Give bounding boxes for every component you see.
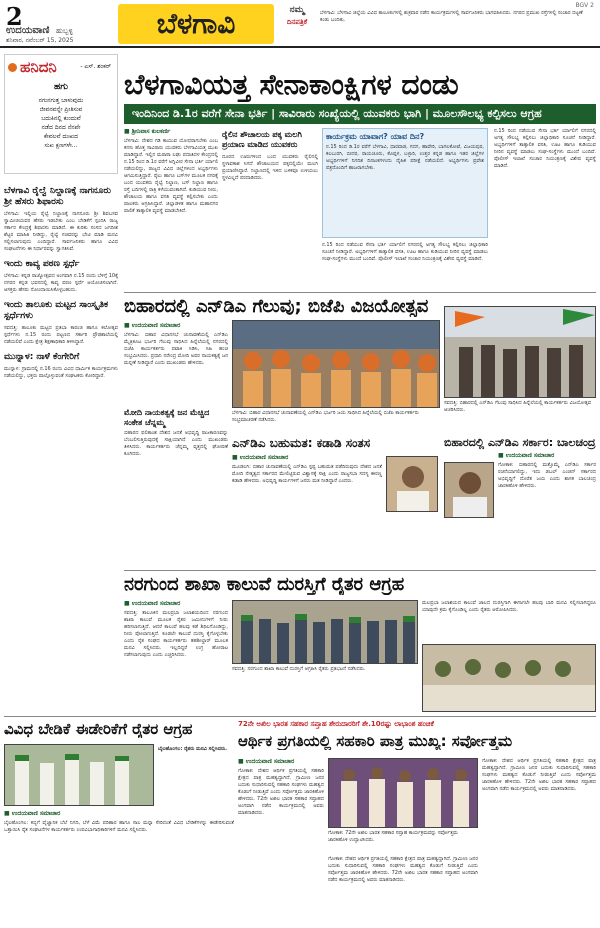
nargund-meeting-photo bbox=[422, 644, 596, 712]
poem-line: ನಡೆದ ದಿನದ ನೆನಪೇ bbox=[41, 124, 81, 131]
nargund-photo-caption: ಸವದತ್ತಿ: ನರಗುಂದ ಶಾಖಾ ಕಾಲುವೆ ದುರಸ್ತಿಗೆ ಆಗ್ರಹಿಸಿ ರೈತರು ಪ್ರತಿಭಟನೆ ನಡೆಸಿದರು. bbox=[232, 666, 366, 672]
hanidani-box bbox=[4, 54, 118, 174]
lead-body bbox=[124, 128, 218, 288]
balachandra-body bbox=[498, 452, 596, 564]
bihar-headline: ಬಿಹಾರದಲ್ಲಿ ಎನ್‌ಡಿಎ ಗೆಲುವು; ಬಿಜೆಪಿ ವಿಜಯೋತ್ಸವ bbox=[124, 296, 429, 317]
cooperative-right-column: ಗೋಕಾಕ: ದೇಶದ ಆರ್ಥಿಕ ಪ್ರಗತಿಯಲ್ಲಿ ಸಹಕಾರಿ ಕ್ಷೇತ್ರದ ಪಾತ್ರ ಮಹತ್ವದ್ದಾಗಿದೆ. ಗ್ರಾಮೀಣ ಜನರ ಬದುಕು ಸುಧಾರಿಸುವಲ್ಲಿ ಸಹಕಾರಿ ಸಂಘಗಳು ಮಹತ್ವದ ಕೊಡುಗೆ ನೀಡುತ್ತಿವೆ ಎಂದು ಸರ್ವೋತ್ತಮ ಜಾರಕಿಹೊಳಿ ಹೇಳಿದರು. 72ನೇ ಅಖಿಲ ಭಾರತ ಸಹಕಾರ ಸಪ್ತಾಹದ ಅಂಗವಾಗಿ ನಡೆದ ಕಾರ್ಯಕ್ರಮದಲ್ಲಿ ಅವರು ಮಾತನಾಡಿದರು. bbox=[482, 758, 596, 792]
lead-info-box bbox=[322, 128, 488, 238]
lead-headline: ಬೆಳಗಾವಿಯತ್ತ ಸೇನಾಕಾಂಕ್ಷಿಗಳ ದಂಡು bbox=[124, 68, 459, 101]
side-story-text: ಮುನ್ನಾಳ: ಗ್ರಾಮದಲ್ಲಿ ನ.16 ರಂದು ವಿವಿಧ ಧಾರ್ಮಿಕ ಕಾರ್ಯಕ್ರಮಗಳು ನಡೆಯಲಿದ್ದು, ಭಕ್ತರು ಪಾಲ್ಗೊಳ್ಳುವಂತೆ ಸಂಘಟಕರು ಕೋರಿದ್ದಾರೆ. bbox=[4, 366, 118, 379]
lead-right-column: ನ.15 ರಿಂದ ನಡೆಯುವ ಸೇನಾ ಭರ್ತಿ ರ್ಯಾಲಿಗೆ ನಗರದಲ್ಲಿ ಅಗತ್ಯ ಸೌಲಭ್ಯ ಕಲ್ಪಿಸಲು ಜಿಲ್ಲಾಧಿಕಾರಿ ಸೂಚನೆ ನೀಡಿದ್ದಾರೆ. ಅಭ್ಯರ್ಥಿಗಳಿಗೆ ತಾತ್ಕಾಲಿಕ ವಸತಿ, ಊಟ ಹಾಗೂ ಕುಡಿಯುವ ನೀರಿನ ವ್ಯವಸ್ಥೆ ಮಾಡಲು ಸಂಘ-ಸಂಸ್ಥೆಗಳು ಮುಂದೆ ಬಂದಿವೆ. ಪೊಲೀಸ್ ಇಲಾಖೆ ಸಂಚಾರ ನಿಯಂತ್ರಣಕ್ಕೆ ವಿಶೇಷ ವ್ಯವಸ್ಥೆ ಮಾಡಿದೆ. bbox=[494, 128, 596, 169]
tagline-bottom: ದಿನಪತ್ರಿಕೆ bbox=[286, 18, 308, 26]
page-number: 2 bbox=[6, 2, 23, 31]
issue-date: ಶನಿವಾರ, ನವೆಂಬರ್ 15, 2025 bbox=[6, 37, 74, 44]
section-divider bbox=[124, 570, 596, 571]
bihar-celebration-photo bbox=[232, 320, 440, 408]
paper-name-text: ಉದಯವಾಣಿ bbox=[6, 25, 50, 36]
lead-byline: ■ ಶ್ರೀನಿವಾಸ ಕುಲಕರ್ಣಿ bbox=[124, 128, 171, 135]
bihar-subhead: ಮೋದಿ ನಾಯಕತ್ವಕ್ಕೆ ಜನ ಮೆಚ್ಚಿದ ಸಂಕೇತ ಚೆನ್ನಮ್ಮ bbox=[124, 408, 210, 427]
side-story-text: ಸವದತ್ತಿ: ತಾಲೂಕು ಮಟ್ಟದ ಪ್ರತಿಭಾ ಕಾರಂಜಿ ಹಾಗೂ ಕಲೋತ್ಸವ ಸ್ಪರ್ಧೆಗಳು ನ.15 ರಂದು ಪಟ್ಟಣದ ಸರ್ಕಾರಿ ಪ್ರೌಢಶಾಲೆಯಲ್ಲಿ ನಡೆಯಲಿವೆ ಎಂದು ಕ್ಷೇತ್ರ ಶಿಕ್ಷಣಾಧಿಕಾರಿ ತಿಳಿಸಿದ್ದಾರೆ. bbox=[4, 325, 118, 345]
rally-photo-image bbox=[445, 307, 596, 398]
left-column bbox=[4, 180, 118, 380]
cooperative-photo-image bbox=[329, 759, 478, 828]
bihar-byline: ■ ಉದಯವಾಣಿ ಸಮಾಚಾರ bbox=[124, 322, 181, 329]
nargund-byline: ■ ಉದಯವಾಣಿ ಸಮಾಚಾರ bbox=[124, 600, 181, 607]
city-name: ಬೆಳಗಾವಿ bbox=[118, 4, 274, 44]
cooperative-headline: ಆರ್ಥಿಕ ಪ್ರಗತಿಯಲ್ಲಿ ಸಹಕಾರಿ ಪಾತ್ರ ಮುಖ್ಯ: ಸರ್ವೋತ್ತಮ bbox=[238, 732, 513, 750]
edition-label: BGV 2 bbox=[575, 2, 594, 9]
side-story-text: ಬೆಳಗಾವಿ: ಕನ್ನಡ ರಾಜ್ಯೋತ್ಸವದ ಅಂಗವಾಗಿ ನ.15 ರಂದು ಬೆಳಿಗ್ಗೆ 10ಕ್ಕೆ ನಗರದ ಕನ್ನಡ ಭವನದಲ್ಲಿ ಕಾವ್ಯ ಪಠಣ ಸ್ಪರ್ಧೆ ಆಯೋಜಿಸಲಾಗಿದೆ. ಆಸಕ್ತರು ಹೆಸರು ನೋಂದಾಯಿಸಿಕೊಳ್ಳಬಹುದು. bbox=[4, 273, 118, 293]
hanidani-author: - ಎಸ್. ಶಂಕರ್‌ bbox=[80, 63, 111, 70]
poem-line: ಸುಖ ಕ್ಷಣಗಳೇ... bbox=[44, 142, 78, 149]
meeting-photo-image bbox=[423, 645, 596, 712]
bihar-photo-caption: ಬೆಳಗಾವಿ: ಬಿಹಾರ ವಿಧಾನಸಭೆ ಚುನಾವಣೆಯಲ್ಲಿ ಎನ್‌ಡಿಎ ಭರ್ಜರಿ ಜಯ ಸಾಧಿಸಿದ ಹಿನ್ನೆಲೆಯಲ್ಲಿ ಬಿಜೆಪಿ ಕಾರ್ಯಕರ್ತರು ಸಂಭ್ರಮಾಚರಣೆ ನಡೆಸಿದರು. bbox=[232, 410, 420, 423]
tagline bbox=[280, 4, 314, 28]
nda-headline: ಎನ್‌ಡಿಎ ಬಹುಮತ: ಕಡಾಡಿ ಸಂತಸ bbox=[232, 436, 371, 450]
info-box-title: ಕಾರ್ಯಕ್ರಮ ಯಾವಾಗ? ಯಾವ ದಿನ? bbox=[326, 132, 425, 141]
balachandra-byline: ■ ಉದಯವಾಣಿ ಸಮಾಚಾರ bbox=[498, 452, 555, 459]
kadadi-portrait bbox=[386, 456, 438, 512]
info-box-body: ನ.15 ರಿಂದ ಡಿ.1ರ ವರೆಗೆ ಬೆಳಗಾವಿ, ಧಾರವಾಡ, ಗದಗ, ಹಾವೇರಿ, ಬಾಗಲಕೋಟೆ, ವಿಜಯಪುರ, ಕಲಬುರಗಿ, ಬೀದರ, ರಾಯಚೂರು, ಕೊಪ್ಪಳ, ಬಳ್ಳಾರಿ, ಉತ್ತರ ಕನ್ನಡ ಹಾಗೂ ಇತರ ಜಿಲ್ಲೆಗಳ ಅಭ್ಯರ್ಥಿಗಳಿಗೆ ನಿಗದಿತ ದಿನಾಂಕಗಳಂದು ದೈಹಿಕ ಪರೀಕ್ಷೆ ನಡೆಯಲಿದೆ. ಅಭ್ಯರ್ಥಿಗಳು ಪ್ರವೇಶ ಪತ್ರದೊಂದಿಗೆ ಹಾಜರಾಗಬೇಕು. bbox=[326, 144, 484, 171]
balachandra-headline: ಬಿಹಾರದಲ್ಲಿ ಎನ್‌ಡಿಎ ಸರ್ಕಾರ: ಬಾಲಚಂದ್ರ bbox=[444, 436, 596, 449]
hanidani-logo-text: ಹನಿದನಿ bbox=[20, 58, 57, 76]
farmers-body bbox=[4, 810, 234, 914]
farmers-body-text: ಬೈಲಹೊಂಗಲ: ಕಬ್ಬಿಗೆ ವೈಜ್ಞಾನಿಕ ಬೆಲೆ ನಿಗದಿ, ಬೆಳೆ ವಿಮೆ ಪರಿಹಾರ ಹಾಗೂ ಸಾಲ ಮನ್ನಾ ಸೇರಿದಂತೆ ವಿವಿಧ ಬೇಡಿಕೆಗಳನ್ನು ಈಡೇರಿಸುವಂತೆ ಒತ್ತಾಯಿಸಿ ರೈತ ಸಂಘಟನೆಗಳ ಕಾರ್ಯಕರ್ತರು ಉಪವಿಭಾಗಾಧಿಕಾರಿಗಳಿಗೆ ಮನವಿ ಸಲ್ಲಿಸಿದರು. bbox=[4, 820, 234, 833]
protest-photo-image bbox=[233, 601, 418, 664]
nda-byline: ■ ಉದಯವಾಣಿ ಸಮಾಚಾರ bbox=[232, 454, 289, 461]
nda-body bbox=[232, 454, 382, 564]
farmers-headline: ವಿವಿಧ ಬೇಡಿಕೆ ಈಡೇರಿಕೆಗೆ ರೈತರ ಆಗ್ರಹ bbox=[4, 720, 193, 738]
lead-sub-body: ದೂರದ ಊರುಗಳಿಂದ ಬಂದ ಯುವಕರು ರೈಲಿನಲ್ಲಿ ಸ್ಥಳಾವಕಾಶ ಸಿಗದೆ ಶೌಚಾಲಯದ ಪಕ್ಕದಲ್ಲಿಯೇ ಮಲಗಿ ಪ್ರಯಾಣಿಸಿದ್ದಾರೆ. ನಿಲ್ದಾಣದಲ್ಲಿ ಇಳಿದ ಬಳಿಕವೂ ಉಳಿಯಲು ಸ್ಥಳವಿಲ್ಲದೆ ಪರದಾಡಿದರು. bbox=[222, 154, 318, 181]
hanidani-poem bbox=[8, 96, 114, 150]
bihar-body-text: ಬೆಳಗಾವಿ: ಬಿಹಾರ ವಿಧಾನಸಭೆ ಚುನಾವಣೆಯಲ್ಲಿ ಎನ್‌ಡಿಎ ಮೈತ್ರಿಕೂಟ ಭರ್ಜರಿ ಗೆಲುವು ಸಾಧಿಸಿದ ಹಿನ್ನೆಲೆಯಲ್ಲಿ ನಗರದಲ್ಲಿ ಬಿಜೆಪಿ ಕಾರ್ಯಕರ್ತರು ಪಟಾಕಿ ಸಿಡಿಸಿ, ಸಿಹಿ ಹಂಚಿ ಸಂಭ್ರಮಿಸಿದರು. ಪ್ರಧಾನಿ ನರೇಂದ್ರ ಮೋದಿ ಅವರ ನಾಯಕತ್ವಕ್ಕೆ ಜನ ಮನ್ನಣೆ ನೀಡಿದ್ದಾರೆ ಎಂದು ಮುಖಂಡರು ಹೇಳಿದರು. bbox=[124, 332, 228, 366]
cooperative-body-text: ಗೋಕಾಕ: ದೇಶದ ಆರ್ಥಿಕ ಪ್ರಗತಿಯಲ್ಲಿ ಸಹಕಾರಿ ಕ್ಷೇತ್ರದ ಪಾತ್ರ ಮಹತ್ವದ್ದಾಗಿದೆ. ಗ್ರಾಮೀಣ ಜನರ ಬದುಕು ಸುಧಾರಿಸುವಲ್ಲಿ ಸಹಕಾರಿ ಸಂಘಗಳು ಮಹತ್ವದ ಕೊಡುಗೆ ನೀಡುತ್ತಿವೆ ಎಂದು ಸರ್ವೋತ್ತಮ ಜಾರಕಿಹೊಳಿ ಹೇಳಿದರು. 72ನೇ ಅಖಿಲ ಭಾರತ ಸಹಕಾರ ಸಪ್ತಾಹದ ಅಂಗವಾಗಿ ನಡೆದ ಕಾರ್ಯಕ್ರಮದಲ್ಲಿ ಅವರು ಮಾತನಾಡಿದರು. bbox=[238, 768, 324, 816]
registration-dots bbox=[476, 919, 512, 925]
cooperative-body bbox=[238, 758, 324, 914]
poem-line: ನಗುನಗುತ್ತ ಬಾಳುವುದು bbox=[38, 97, 84, 104]
side-story-text: ಬೆಳಗಾವಿ: ಇಲ್ಲಿಯ ರೈಲ್ವೆ ನಿಲ್ದಾಣಕ್ಕೆ ನಾಗನೂರು ಶ್ರೀ ಶಿವಬಸವ ಸ್ವಾಮೀಜಿಯವರ ಹೆಸರು ಇಡಬೇಕು ಎಂಬ ಬೇಡಿಕೆಗೆ ಸ್ಪಂದಿಸಿ ರಾಜ್ಯ ಸರ್ಕಾರ ಕೇಂದ್ರಕ್ಕೆ ಶಿಫಾರಸು ಮಾಡಿದೆ. ಈ ಕುರಿತು ಸಂಸದ ಜಗದೀಶ ಶೆಟ್ಟರ ಮಾಹಿತಿ ನೀಡಿದ್ದು, ರೈಲ್ವೆ ಸಚಿವರನ್ನು ಭೇಟಿ ಮಾಡಿ ಮನವಿ ಸಲ್ಲಿಸಲಾಗುವುದು ಎಂದಿದ್ದಾರೆ. ಸಾರ್ವಜನಿಕರು ಹಾಗೂ ವಿವಿಧ ಸಂಘಟನೆಗಳು ಈ ನಿರ್ಧಾರವನ್ನು ಸ್ವಾಗತಿಸಿವೆ. bbox=[4, 211, 118, 252]
nargund-protest-photo bbox=[232, 600, 418, 664]
side-story-title: ಬೆಳಗಾವಿ ರೈಲ್ವೆ ನಿಲ್ದಾಣಕ್ಕೆ ನಾಗನೂರು ಶ್ರೀ ಹೆಸರು ಶಿಫಾರಸು bbox=[4, 186, 111, 207]
lead-subhead: ರೈಲಿನ ಶೌಚಾಲಯ ಪಕ್ಕ ಮಲಗಿ ಪ್ರಯಾಣ ಮಾಡಿದ ಯುವಕರು bbox=[222, 130, 302, 149]
nargund-headline: ನರಗುಂದ ಶಾಖಾ ಕಾಲುವೆ ದುರಸ್ತಿಗೆ ರೈತರ ಆಗ್ರಹ bbox=[124, 574, 405, 595]
paper-name bbox=[6, 25, 73, 36]
bihar-sub-body: ಬಿಹಾರದ ಫಲಿತಾಂಶ ದೇಶದ ಜನತೆ ಅಭಿವೃದ್ಧಿ ರಾಜಕಾರಣವನ್ನು ಬೆಂಬಲಿಸುತ್ತಿರುವುದಕ್ಕೆ ಸಾಕ್ಷಿಯಾಗಿದೆ ಎಂದು ಮುಖಂಡರು ತಿಳಿಸಿದರು. ಕಾರ್ಯಕರ್ತರು ಚೆನ್ನಮ್ಮ ವೃತ್ತದಲ್ಲಿ ಘೋಷಣೆ ಕೂಗಿದರು. bbox=[124, 430, 228, 457]
poem-line: ಜೀವನವನ್ನೇ ಪ್ರೀತಿಸುವ bbox=[39, 106, 83, 113]
side-story-title: ಇಂದು ತಾಲೂಕು ಮಟ್ಟದ ಸಾಂಸ್ಕೃತಿಕ ಸ್ಪರ್ಧೆಗಳು bbox=[4, 300, 109, 321]
cooperative-byline: ■ ಉದಯವಾಣಿ ಸಮಾಚಾರ bbox=[238, 758, 295, 765]
lead-strap: ಇಂದಿನಿಂದ ಡಿ.1ರ ವರೆಗೆ ಸೇನಾ ಭರ್ತಿ | ಸಾವಿರಾರು ಸಂಖ್ಯೆಯಲ್ಲಿ ಯುವಕರು ಭಾಗಿ | ಮೂಲಸೌಲಭ್ಯ ಕಲ್ಪಿಸಲು ಆಗ್ರಹ bbox=[124, 104, 596, 124]
farmers-photo bbox=[4, 744, 154, 806]
bihar-rally-photo bbox=[444, 306, 596, 398]
portrait-image bbox=[445, 463, 494, 518]
section-divider bbox=[124, 292, 596, 293]
masthead bbox=[0, 0, 600, 48]
cooperative-photo-caption: ಗೋಕಾಕ: 72ನೇ ಅಖಿಲ ಭಾರತ ಸಹಕಾರ ಸಪ್ತಾಹ ಕಾರ್ಯಕ್ರಮವನ್ನು ಸರ್ವೋತ್ತಮ ಜಾರಕಿಹೊಳಿ ಉದ್ಘಾಟಿಸಿದರು. bbox=[328, 830, 458, 843]
side-story-title: ಇಂದು ಕಾವ್ಯ ಪಠಣ ಸ್ಪರ್ಧೆ bbox=[4, 259, 80, 269]
hanidani-kicker: ಹಗು bbox=[54, 82, 68, 92]
registration-dots bbox=[352, 919, 388, 925]
lead-body-cont: ನ.15 ರಿಂದ ನಡೆಯುವ ಸೇನಾ ಭರ್ತಿ ರ್ಯಾಲಿಗೆ ನಗರದಲ್ಲಿ ಅಗತ್ಯ ಸೌಲಭ್ಯ ಕಲ್ಪಿಸಲು ಜಿಲ್ಲಾಧಿಕಾರಿ ಸೂಚನೆ ನೀಡಿದ್ದಾರೆ. ಅಭ್ಯರ್ಥಿಗಳಿಗೆ ತಾತ್ಕಾಲಿಕ ವಸತಿ, ಊಟ ಹಾಗೂ ಕುಡಿಯುವ ನೀರಿನ ವ್ಯವಸ್ಥೆ ಮಾಡಲು ಸಂಘ-ಸಂಸ್ಥೆಗಳು ಮುಂದೆ ಬಂದಿವೆ. ಪೊಲೀಸ್ ಇಲಾಖೆ ಸಂಚಾರ ನಿಯಂತ್ರಣಕ್ಕೆ ವಿಶೇಷ ವ್ಯವಸ್ಥೆ ಮಾಡಿದೆ. bbox=[322, 242, 488, 262]
section-divider bbox=[4, 716, 596, 717]
paper-hub: ಹುಬ್ಬಳ್ಳಿ bbox=[55, 27, 73, 35]
cooperative-body-cont: ಗೋಕಾಕ: ದೇಶದ ಆರ್ಥಿಕ ಪ್ರಗತಿಯಲ್ಲಿ ಸಹಕಾರಿ ಕ್ಷೇತ್ರದ ಪಾತ್ರ ಮಹತ್ವದ್ದಾಗಿದೆ. ಗ್ರಾಮೀಣ ಜನರ ಬದುಕು ಸುಧಾರಿಸುವಲ್ಲಿ ಸಹಕಾರಿ ಸಂಘಗಳು ಮಹತ್ವದ ಕೊಡುಗೆ ನೀಡುತ್ತಿವೆ ಎಂದು ಸರ್ವೋತ್ತಮ ಜಾರಕಿಹೊಳಿ ಹೇಳಿದರು. 72ನೇ ಅಖಿಲ ಭಾರತ ಸಹಕಾರ ಸಪ್ತಾಹದ ಅಂಗವಾಗಿ ನಡೆದ ಕಾರ್ಯಕ್ರಮದಲ್ಲಿ ಅವರು ಮಾತನಾಡಿದರು. bbox=[328, 856, 478, 883]
nargund-right-text: ಮಲಪ್ರಭಾ ಜಲಾಶಯದ ಕಾಲುವೆ ಜಾಲದ ದುರಸ್ತಿಗಾಗಿ ಈಗಾಗಲೇ ಹಲವು ಬಾರಿ ಮನವಿ ಸಲ್ಲಿಸಲಾಗಿದ್ದರೂ ಯಾವುದೇ ಕ್ರಮ ಕೈಗೊಂಡಿಲ್ಲ ಎಂದು ರೈತರು ಆರೋಪಿಸಿದರು. bbox=[422, 600, 596, 613]
farmers-byline: ■ ಉದಯವಾಣಿ ಸಮಾಚಾರ bbox=[4, 810, 61, 817]
bihar-body bbox=[124, 322, 228, 404]
balachandra-portrait bbox=[444, 462, 494, 518]
crowd-photo-image bbox=[233, 321, 440, 408]
nargund-body-text: ಸವದತ್ತಿ: ತಾಲೂಕಿನ ಮಲಪ್ರಭಾ ಜಲಾಶಯದಿಂದ ನರಗುಂದ ಶಾಖಾ ಕಾಲುವೆ ಮೂಲಕ ರೈತರ ಜಮೀನುಗಳಿಗೆ ನೀರು ಹರಿಸಲಾಗುತ್ತಿದೆ. ಆದರೆ ಕಾಲುವೆ ಹಲವು ಕಡೆ ಶಿಥಿಲಗೊಂಡಿದ್ದು, ನೀರು ಪೋಲಾಗುತ್ತಿದೆ. ಕೂಡಲೇ ಕಾಲುವೆ ದುರಸ್ತಿ ಕೈಗೊಳ್ಳಬೇಕು ಎಂದು ರೈತ ಸಂಘದ ಕಾರ್ಯಕರ್ತರು ತಹಶೀಲ್ದಾರ್ ಮೂಲಕ ಮನವಿ ಸಲ್ಲಿಸಿದರು. ಇಲ್ಲದಿದ್ದರೆ ಉಗ್ರ ಹೋರಾಟ ನಡೆಸಲಾಗುವುದು ಎಂದು ಎಚ್ಚರಿಸಿದರು. bbox=[124, 610, 228, 658]
farmers-photo-image bbox=[5, 745, 154, 806]
top-brief: ಬೆಳಗಾವಿ: ಬೆಳಗಾವಿ ಜಿಲ್ಲೆಯ ವಿವಿಧ ತಾಲೂಕುಗಳಲ್ಲಿ ಶುಕ್ರವಾರ ನಡೆದ ಕಾರ್ಯಕ್ರಮಗಳಲ್ಲಿ ಸಾರ್ವಜನಿಕರು ಭಾಗವಹಿಸಿದರು. ನಗರದ ಪ್ರಮುಖ ರಸ್ತೆಗಳಲ್ಲಿ ಸಂಚಾರ ದಟ್ಟಣೆ ಕಂಡು ಬಂದಿತು. bbox=[320, 10, 583, 23]
poem-line: ಬದುಕಿನಲ್ಲಿ ಕುಂದುವೆ bbox=[41, 115, 81, 122]
nargund-body bbox=[124, 600, 228, 710]
bihar-rally-caption: ಸವದತ್ತಿ: ಬಿಹಾರದಲ್ಲಿ ಎನ್‌ಡಿಎ ಗೆಲುವು ಸಾಧಿಸಿದ ಹಿನ್ನೆಲೆಯಲ್ಲಿ ಕಾರ್ಯಕರ್ತರು ವಿಜಯೋತ್ಸವ ಆಚರಿಸಿದರು. bbox=[444, 400, 592, 413]
drop-icon bbox=[8, 63, 17, 72]
cooperative-strap: 72ನೇ ಅಖಿಲ ಭಾರತ ಸಹಕಾರ ಸಪ್ತಾಹ ಶೇರುದಾರರಿಗೆ ಶೇ.10ರಷ್ಟು ಲಾಭಾಂಶ ಹಂಚಿಕೆ bbox=[238, 720, 434, 728]
cooperative-photo bbox=[328, 758, 478, 828]
registration-dots bbox=[86, 919, 122, 925]
balachandra-body-text: ಗೋಕಾಕ: ಬಿಹಾರದಲ್ಲಿ ಮತ್ತೊಮ್ಮೆ ಎನ್‌ಡಿಎ ಸರ್ಕಾರ ರಚನೆಯಾಗಲಿದ್ದು, ಇದು ಡಬಲ್ ಎಂಜಿನ್ ಸರ್ಕಾರದ ಅಭಿವೃದ್ಧಿಗೆ ದೊರೆತ ಜಯ ಎಂದು ಶಾಸಕ ಬಾಲಚಂದ್ರ ಜಾರಕಿಹೊಳಿ ಹೇಳಿದರು. bbox=[498, 462, 596, 489]
tagline-top: ನಮ್ಮ bbox=[289, 5, 305, 15]
portrait-image bbox=[387, 457, 438, 512]
farmers-photo-caption: ಬೈಲಹೊಂಗಲ: ರೈತರು ಮನವಿ ಸಲ್ಲಿಸಿದರು. bbox=[158, 746, 228, 752]
lead-body-text: ಬೆಳಗಾವಿ: ದೇಶದ ಗಡಿ ಕಾಯುವ ಯೋಧರಾಗಬೇಕು ಎಂಬ ಕನಸು ಹೊತ್ತ ಸಾವಿರಾರು ಯುವಕರು ಬೆಳಗಾವಿಯತ್ತ ಮುಖ ಮಾಡಿದ್ದಾರೆ. ಇಲ್ಲಿನ ಮರಾಠಾ ಲಘು ಪದಾತಿದಳ ಕೇಂದ್ರದಲ್ಲಿ ನ.15 ರಿಂದ ಡಿ.1ರ ವರೆಗೆ ಅಗ್ನಿವೀರ ಸೇನಾ ಭರ್ತಿ ರ್ಯಾಲಿ ನಡೆಯಲಿದ್ದು, ರಾಜ್ಯದ ವಿವಿಧ ಜಿಲ್ಲೆಗಳಿಂದ ಅಭ್ಯರ್ಥಿಗಳು ಆಗಮಿಸುತ್ತಿದ್ದಾರೆ. ರೈಲು ಹಾಗೂ ಬಸ್‌ಗಳ ಮೂಲಕ ನಗರಕ್ಕೆ ಬಂದ ಯುವಕರು ರೈಲ್ವೆ ನಿಲ್ದಾಣ, ಬಸ್ ನಿಲ್ದಾಣ ಹಾಗೂ ರಸ್ತೆ ಬದಿಗಳಲ್ಲಿ ರಾತ್ರಿ ಕಳೆಯುವಂತಾಗಿದೆ. ಕುಡಿಯುವ ನೀರು, ಶೌಚಾಲಯ ಹಾಗೂ ವಸತಿ ವ್ಯವಸ್ಥೆ ಕಲ್ಪಿಸಬೇಕು ಎಂದು ಪಾಲಕರು ಆಗ್ರಹಿಸಿದ್ದಾರೆ. ಜಿಲ್ಲಾಡಳಿತ ಹಾಗೂ ಮಹಾನಗರ ಪಾಲಿಕೆ ತಾತ್ಕಾಲಿಕ ವ್ಯವಸ್ಥೆ ಮಾಡಬೇಕಿದೆ. bbox=[124, 138, 218, 214]
nda-body-text: ಮೂಡಲಗಿ: ಬಿಹಾರ ಚುನಾವಣೆಯಲ್ಲಿ ಎನ್‌ಡಿಎ ಸ್ಪಷ್ಟ ಬಹುಮತ ಪಡೆದಿರುವುದು ದೇಶದ ಜನತೆ ಮೋದಿ ನೇತೃತ್ವದ ಸರ್ಕಾರದ ಮೇಲಿಟ್ಟಿರುವ ವಿಶ್ವಾಸಕ್ಕೆ ಸಾಕ್ಷಿ ಎಂದು ರಾಜ್ಯಸಭಾ ಸದಸ್ಯ ಈರಣ್ಣ ಕಡಾಡಿ ಹೇಳಿದರು. ಅಭಿವೃದ್ಧಿ ಕಾರ್ಯಗಳಿಗೆ ಜನರು ಮತ ನೀಡಿದ್ದಾರೆ ಎಂದರು. bbox=[232, 464, 382, 484]
poem-line: ಕೇವಲವೆ ದುಃಖದ bbox=[44, 133, 78, 140]
side-story-title: ಮುನ್ನಾಳ: ನಾಳೆ ಕೆಂಗೇರಿಗೆ bbox=[4, 352, 80, 362]
registration-dots bbox=[244, 919, 280, 925]
